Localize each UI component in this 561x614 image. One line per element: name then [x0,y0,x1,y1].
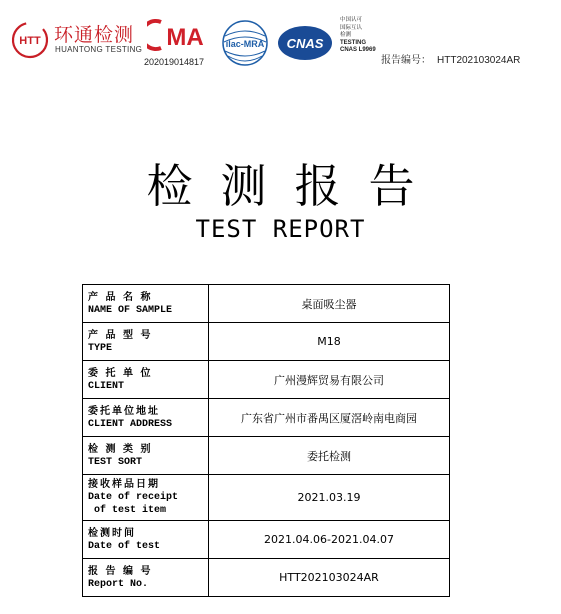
row-value: 广州漫辉贸易有限公司 [209,361,450,399]
row-label: 报 告 编 号 Report No. [83,559,209,597]
header-report-number: 报告编号： HTT202103024AR [381,55,521,66]
table-row [83,475,450,521]
cnas-accreditation-text: 中国认可 国际互认 检测 TESTING CNAS L9969 [340,17,376,53]
table-row [83,285,450,323]
cma-number: 202019014817 [144,57,205,67]
row-value: 广东省广州市番禺区厦滘岭南电商园 [209,399,450,437]
report-header [0,0,561,80]
row-label: 接收样品日期 Date of receipt of test item [83,475,209,521]
ilac-mra-logo-icon [220,18,270,68]
row-value: 桌面吸尘器 [209,285,450,323]
report-info-table [82,284,450,597]
table-row [83,399,450,437]
svg-text:ilac-MRA: ilac-MRA [225,39,265,49]
row-value: 2021.04.06-2021.04.07 [209,521,450,559]
svg-text:CNAS: CNAS [286,36,324,51]
page-title-cn: 检测报告 [146,159,443,213]
row-value: 委托检测 [209,437,450,475]
cnas-logo-icon [276,24,334,62]
row-label: 委 托 单 位 CLIENT [83,361,209,399]
row-label: 产 品 名 称 NAME OF SAMPLE [83,285,209,323]
row-label: 产 品 型 号 TYPE [83,323,209,361]
table-row [83,437,450,475]
row-value: HTT202103024AR [209,559,450,597]
table-row [83,361,450,399]
htt-logo-icon [10,20,50,60]
row-label: 委托单位地址 CLIENT ADDRESS [83,399,209,437]
table-row [83,521,450,559]
table-row [83,559,450,597]
row-value: M18 [209,323,450,361]
row-label: 检 测 类 别 TEST SORT [83,437,209,475]
page-title-en: TEST REPORT [195,215,366,243]
row-value: 2021.03.19 [209,475,450,521]
row-label: 检测时间 Date of test [83,521,209,559]
svg-text:HTT: HTT [19,35,41,47]
brand-name-cn: 环通检测 [54,24,135,46]
brand-name-en: HUANTONG TESTING [55,45,143,54]
table-row [83,323,450,361]
svg-text:MA: MA [166,24,204,51]
cma-logo-icon [147,18,209,52]
